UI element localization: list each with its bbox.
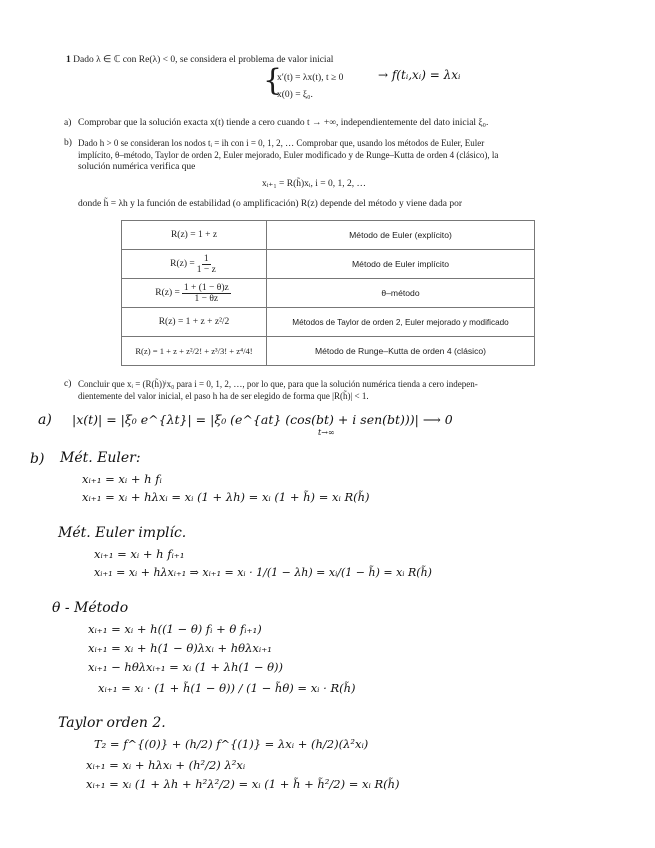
recurrence-formula: xᵢ₊₁ = R(h̃)xᵢ, i = 0, 1, 2, … bbox=[262, 179, 366, 189]
hw-theta-title: θ - Método bbox=[52, 600, 129, 616]
formula-cell: R(z) = $\frac{1 + (1 - \theta)z}{1 - \theta z}$ bbox=[155, 282, 229, 304]
hw-theta-3: xᵢ₊₁ − hθλxᵢ₊₁ = xᵢ (1 + λh(1 − θ)) bbox=[88, 660, 284, 674]
margin-note: → f(tᵢ,xᵢ) = λxᵢ bbox=[378, 68, 461, 82]
system-line-1: x′(t) = λx(t), t ≥ 0 bbox=[277, 73, 344, 83]
hw-theta-2: xᵢ₊₁ = xᵢ + h(1 − θ)λxᵢ + hθλxᵢ₊₁ bbox=[88, 641, 272, 655]
hw-taylor-2: xᵢ₊₁ = xᵢ + hλxᵢ + (h²/2) λ²xᵢ bbox=[86, 758, 246, 772]
table-row bbox=[122, 250, 535, 279]
problem-intro bbox=[66, 54, 586, 66]
formula-cell: R(z) = 1 + z + z²/2! + z³/3! + z⁴/4! bbox=[135, 346, 253, 356]
hw-a-arrow-label: t→∞ bbox=[318, 428, 335, 437]
table-row bbox=[122, 337, 535, 366]
formula-cell: R(z) = $\frac{1}{1 - z}$ bbox=[170, 253, 216, 275]
formula-cell: R(z) = 1 + z bbox=[170, 230, 218, 240]
where-text: donde h̃ = λh y la función de estabilidad (o amplificación) R(z) depende del método y viene dada por bbox=[78, 199, 463, 209]
part-c-line-2: dientemente del valor inicial, el paso h ha de ser elegido de forma que |R(h̃)| < 1. bbox=[78, 391, 369, 401]
method-cell: Método de Runge–Kutta de orden 4 (clásico) bbox=[314, 346, 487, 356]
stability-table bbox=[121, 220, 535, 366]
system-line-2: x(0) = ξ₀. bbox=[277, 90, 313, 100]
problem-intro-text: Dado λ ∈ ℂ con Re(λ) < 0, se considera el problema de valor inicial bbox=[73, 55, 334, 65]
system-brace: { bbox=[263, 63, 283, 98]
method-cell: Método de Euler (explícito) bbox=[349, 230, 452, 240]
part-a-text: Comprobar que la solución exacta x(t) tiende a cero cuando t → +∞, independientemente del dato inicial ξ₀. bbox=[78, 118, 489, 128]
hw-taylor-3: xᵢ₊₁ = xᵢ (1 + λh + h²λ²/2) = xᵢ (1 + h̃ + h̃²/2) = xᵢ R(h̃) bbox=[86, 777, 400, 791]
part-b-line-1: Dado h > 0 se consideran los nodos tᵢ = ih con i = 0, 1, 2, … Comprobar que, usando los métodos de Euler, Euler bbox=[78, 138, 485, 148]
table-row bbox=[122, 308, 535, 337]
problem-number: 1 bbox=[66, 55, 71, 65]
hw-a-line: |x(t)| = |ξ₀ e^{λt}| = |ξ₀ (e^{at} (cos(bt) + i sen(bt)))| ⟶ 0 bbox=[72, 412, 453, 427]
fraction: $\frac{1}{1 - z}$ bbox=[196, 253, 216, 275]
method-cell: θ–método bbox=[381, 288, 420, 298]
part-b-label: b) bbox=[64, 138, 72, 148]
hw-impl-2: xᵢ₊₁ = xᵢ + hλxᵢ₊₁ ⇒ xᵢ₊₁ = xᵢ · 1/(1 − λh) = xᵢ/(1 − h̃) = xᵢ R(h̃) bbox=[94, 566, 432, 579]
hw-impl-title: Mét. Euler implíc. bbox=[58, 525, 187, 541]
table-row bbox=[122, 279, 535, 308]
hw-euler-title: Mét. Euler: bbox=[60, 450, 141, 466]
part-c-line-1: Concluir que xᵢ = (R(h̃))ⁱx₀ para i = 0, 1, 2, …, por lo que, para que la solución numérica tienda a cero indepen- bbox=[78, 379, 478, 389]
hw-taylor-1: T₂ = f^{(0)} + (h/2) f^{(1)} = λxᵢ + (h/2)(λ²xᵢ) bbox=[94, 737, 369, 751]
table-row bbox=[122, 221, 535, 250]
hw-theta-1: xᵢ₊₁ = xᵢ + h((1 − θ) fᵢ + θ fᵢ₊₁) bbox=[88, 622, 262, 636]
formula-cell: R(z) = 1 + z + z²/2 bbox=[158, 317, 230, 327]
hw-euler-2: xᵢ₊₁ = xᵢ + hλxᵢ = xᵢ (1 + λh) = xᵢ (1 + h̃) = xᵢ R(h̃) bbox=[82, 490, 370, 504]
hw-a-label: a) bbox=[38, 412, 52, 428]
part-c-label: c) bbox=[64, 379, 72, 389]
part-b-line-3: solución numérica verifica que bbox=[78, 162, 196, 172]
part-b-line-2: implícito, θ–método, Taylor de orden 2, Euler mejorado, Euler modificado y de Runge–Kutta de orden 4 (clásico), la bbox=[78, 150, 499, 160]
method-cell: Métodos de Taylor de orden 2, Euler mejorado y modificado bbox=[292, 317, 509, 327]
hw-impl-1: xᵢ₊₁ = xᵢ + h fᵢ₊₁ bbox=[94, 547, 185, 561]
fraction: $\frac{1 + (1 - \theta)z}{1 - \theta z}$ bbox=[183, 282, 229, 304]
part-a-label: a) bbox=[64, 118, 72, 128]
hw-taylor-title: Taylor orden 2. bbox=[58, 715, 166, 731]
method-cell: Método de Euler implícito bbox=[352, 259, 449, 269]
hw-b-label: b) bbox=[30, 451, 45, 467]
hw-euler-1: xᵢ₊₁ = xᵢ + h fᵢ bbox=[82, 472, 162, 486]
hw-theta-4: xᵢ₊₁ = xᵢ · (1 + h̃(1 − θ)) / (1 − h̃θ) = xᵢ · R(h̃) bbox=[98, 681, 356, 695]
